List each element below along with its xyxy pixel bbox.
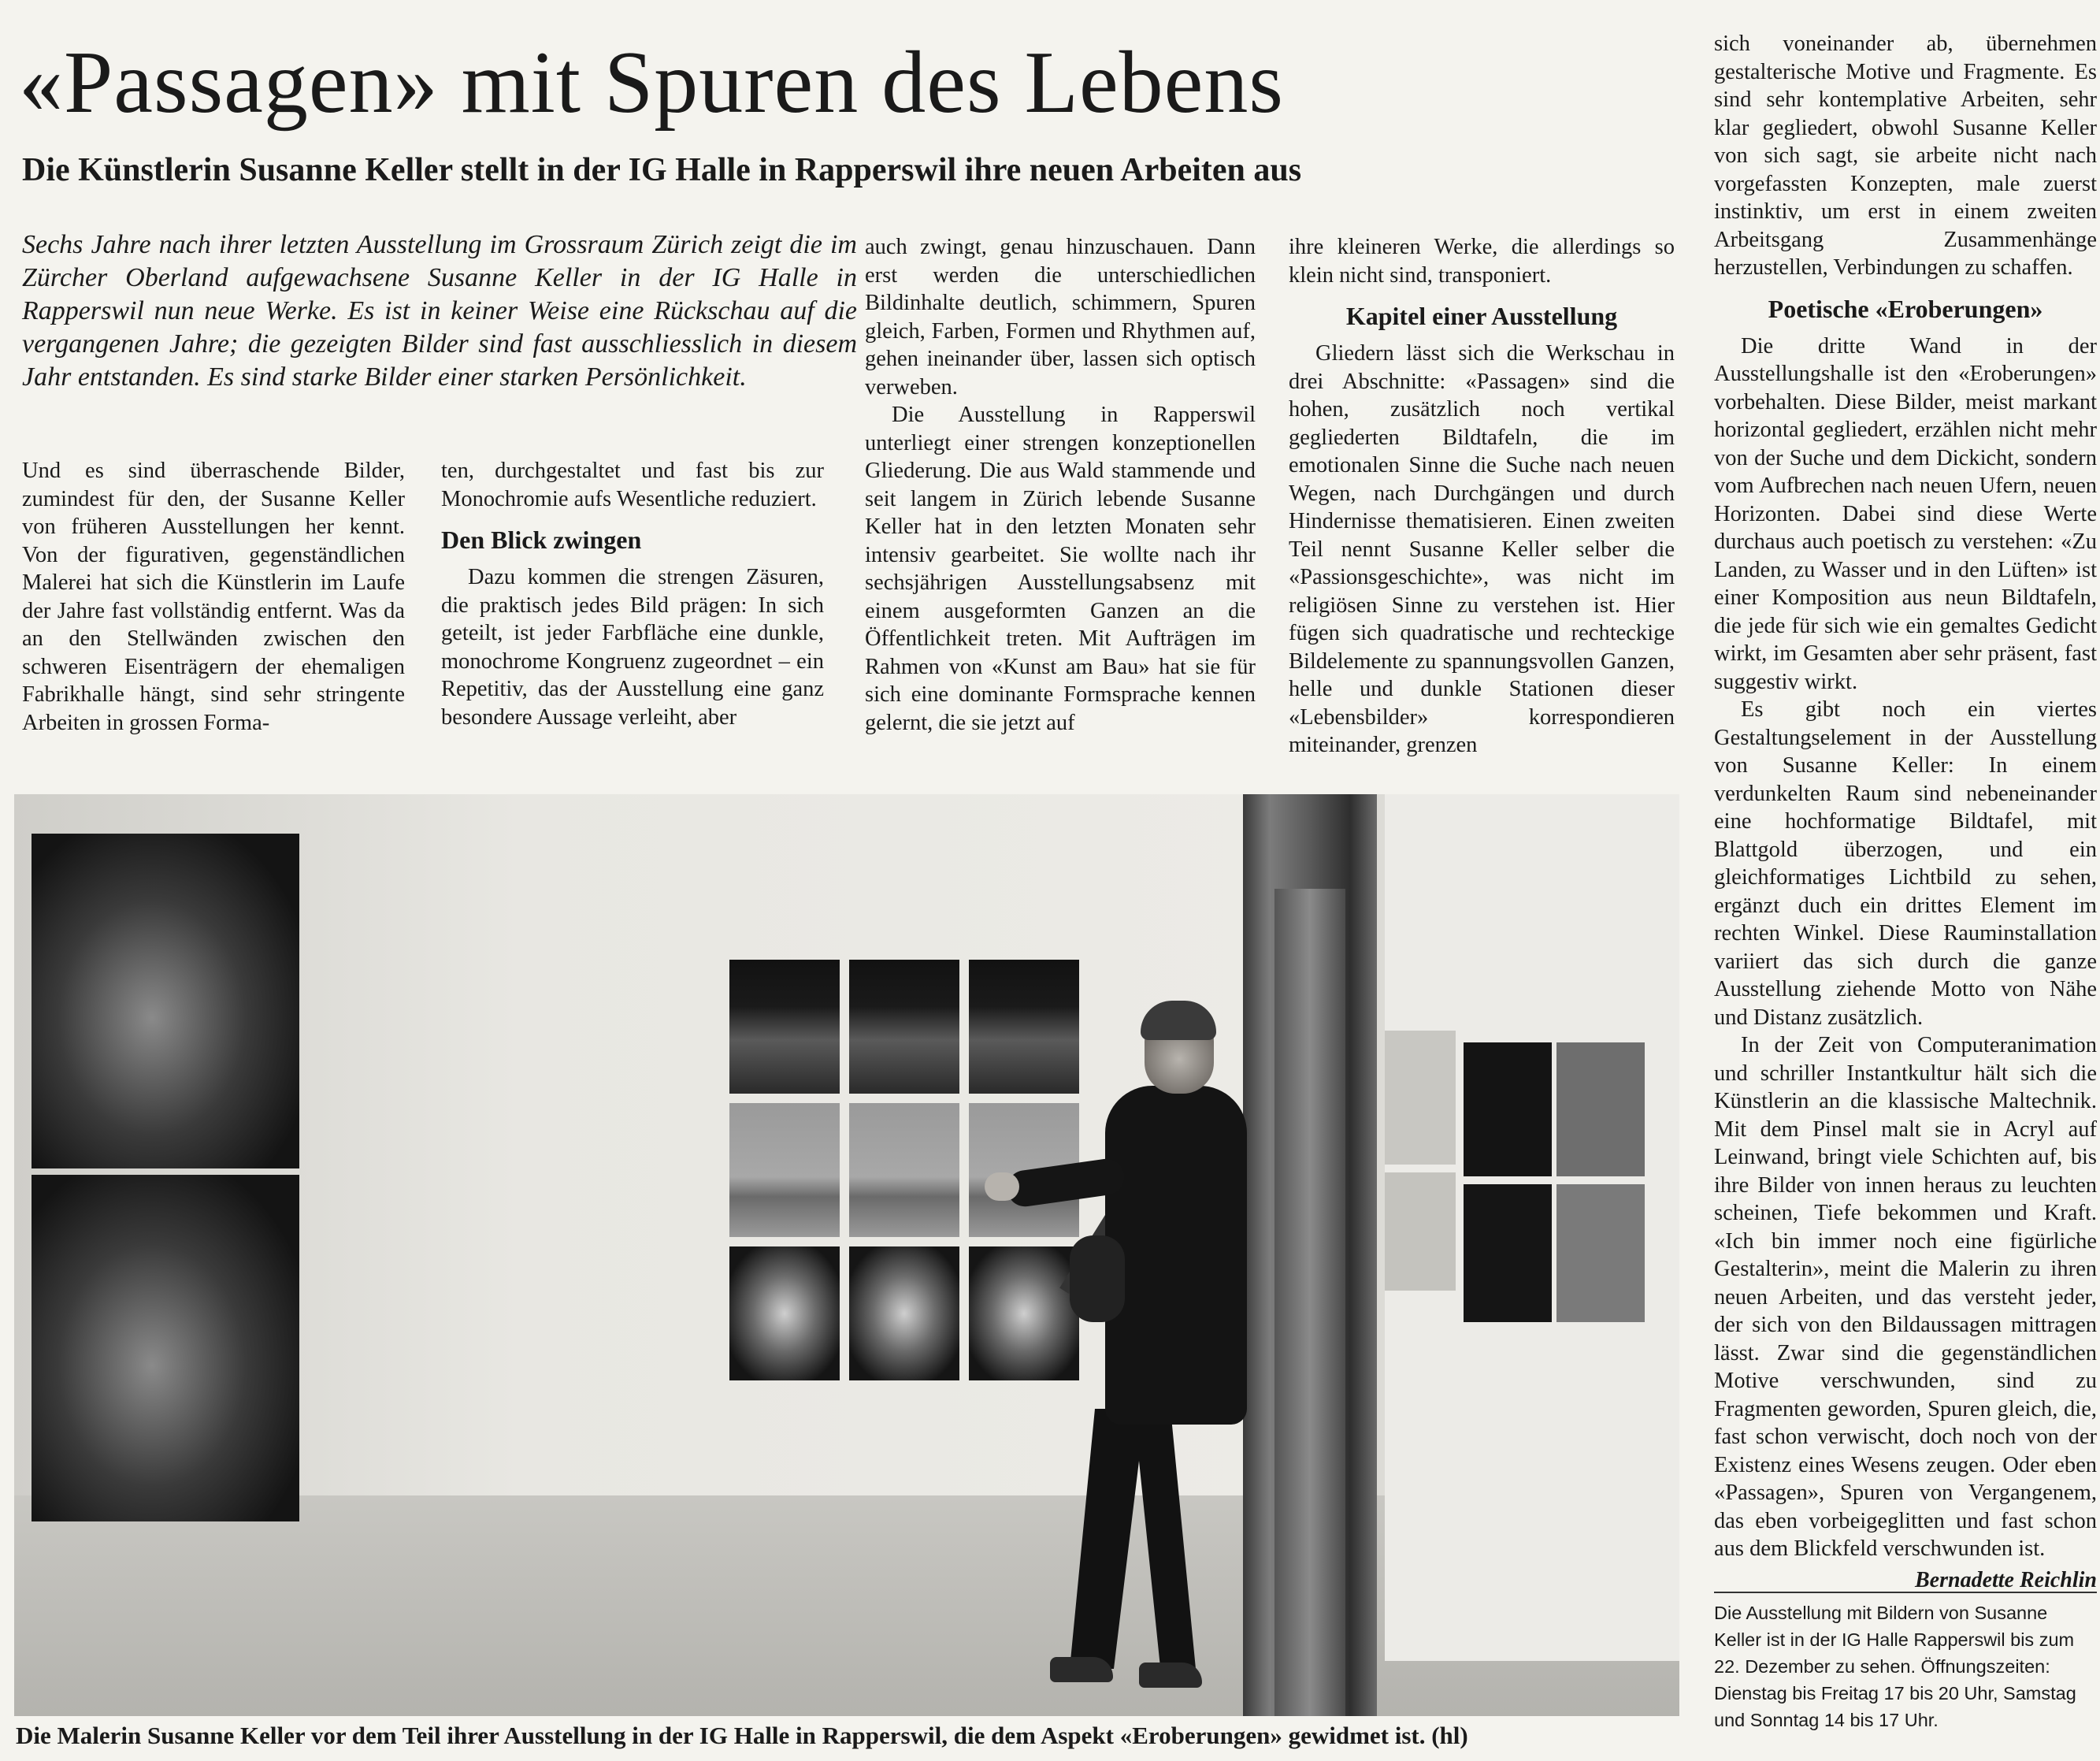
body-paragraph: Gliedern lässt sich die Werkschau in drei Abschnitte: «Passagen» sind die hohen, zusätzlich noch vertikal gegliederten Bildtafeln, die im emotionalen Sinne die Suche nach neuen Wegen, nach Durchgängen und durch Hindernisse thematisieren. Einen zweiten Teil nennt Susanne Keller selber die «Passionsgeschichte», was nicht im religiösen Sinne zu verstehen ist. Hier fügen sich quadratische und rechteckige Bildelemente zu spannungsvollen Ganzen, helle und dunkle Stationen dieser «Lebensbilder» korrespondieren miteinander, grenzen bbox=[1289, 341, 1675, 757]
person-torso bbox=[1105, 1086, 1247, 1425]
painting-right-dark bbox=[1464, 1184, 1552, 1322]
painting-grid-tile bbox=[969, 960, 1079, 1094]
painting-grid-tile bbox=[849, 1246, 959, 1380]
painting-grid-tile bbox=[849, 960, 959, 1094]
section-heading: Poetische «Eroberungen» bbox=[1768, 294, 2043, 323]
painting-grid-tile bbox=[729, 1246, 840, 1380]
author-signature: Bernadette Reichlin bbox=[1915, 1567, 2097, 1592]
body-paragraph: auch zwingt, genau hinzuschauen. Dann erst werden die unterschiedlichen Bildinhalte deutlich, schimmern, Spuren gleich, Farben, Formen und Rhythmen auf, gehen ineinander über, lassen sich optisch verweben. bbox=[865, 235, 1256, 399]
article-column-3 bbox=[865, 233, 1256, 737]
painting-tall-lower bbox=[32, 1175, 299, 1521]
body-paragraph: Die dritte Wand in der Ausstellungshalle ist den «Eroberungen» vorbehalten. Diese Bilder, meist markant horizontal gegliedert, erzählen nicht mehr von der Suche und dem Dickicht, sondern vom Aufbrechen nach neuen Ufern, neuen Horizonten. Dabei sind diese Werte durchaus auch poetisch zu verstehen: «Zu Landen, zu Wasser und in den Lüften» ist einer Komposition aus neun Bildtafeln, die jede für sich wie ein gemaltes Gedicht wirkt, im Gesamten aber sehr präsent, fast suggestiv wirkt. bbox=[1714, 333, 2097, 694]
person-shoe bbox=[1139, 1663, 1202, 1688]
painting-right-dark bbox=[1464, 1042, 1552, 1176]
body-paragraph: Dazu kommen die strengen Zäsuren, die praktisch jedes Bild prägen: In sich geteilt, ist jeder Farbfläche eine dunkle, monochrome Kongruenz zugeordnet – ein Repetitiv, das der Ausstellung eine ganz besondere Aussage verleiht, aber bbox=[441, 565, 824, 730]
person-shoe bbox=[1050, 1657, 1113, 1682]
exhibition-info-box: Die Ausstellung mit Bildern von Susanne Keller ist in der IG Halle Rapperswil bis zum 22. Dezember zu sehen. Öffnungszeiten: Dienstag bis Freitag 17 bis 20 Uhr, Samstag und Sonntag 14 bis 17 Uhr. bbox=[1714, 1592, 2097, 1733]
person-hand bbox=[985, 1172, 1019, 1201]
body-paragraph: In der Zeit von Computeranimation und schriller Instantkultur hält sich die Künstlerin an die klassische Maltechnik. Mit dem Pinsel malt sie in Acryl auf Leinwand, bringt viele Schichten auf, bis ihre Bilder von innen heraus zu leuchten scheinen, Tiefe bekommen und Kraft. «Ich bin immer noch eine figürliche Gestalterin», meint die Malerin zu ihren neuen Arbeiten, und das versteht jeder, der sich von den Bildaussagen mittragen lässt. Zwar sind die gegenständlichen Motive verschwunden, sind zu Fragmenten geworden, Spuren gleich, die, fast schon verwischt, doch noch von der Existenz eines Wesens zeugen. Oder eben «Passagen», Spuren von Vergangenem, das eben vorbeigeglitten und fast schon aus dem Blickfeld verschwunden ist. bbox=[1714, 1033, 2097, 1561]
article-column-1 bbox=[22, 457, 405, 737]
article-column-4 bbox=[1289, 233, 1675, 760]
body-paragraph: Die Ausstellung in Rapperswil unterliegt einer strengen konzeptionellen Gliederung. Die aus Wald stammende und seit langem in Zürich lebende Susanne Keller hat in den letzten Monaten sehr intensiv gearbeitet. Sie wollte nach ihr sechsjährigen Ausstellungsabsenz mit einem ausgeformten Ganzen an die Öffentlichkeit treten. Mit Aufträgen im Rahmen von «Kunst am Bau» hat sie für sich eine dominante Formsprache kennen gelernt, die sie jetzt auf bbox=[865, 403, 1256, 735]
body-paragraph: ten, durchgestaltet und fast bis zur Monochromie aufs Wesentliche reduziert. bbox=[441, 459, 824, 511]
photo-caption: Die Malerin Susanne Keller vor dem Teil ihrer Ausstellung in der IG Halle in Rapperswil, die dem Aspekt «Eroberungen» gewidmet ist. (hl) bbox=[16, 1722, 1468, 1749]
painting-tall-upper bbox=[32, 834, 299, 1168]
painting-right-grey bbox=[1556, 1184, 1645, 1322]
section-heading: Kapitel einer Ausstellung bbox=[1345, 302, 1618, 330]
subheadline: Die Künstlerin Susanne Keller stellt in der IG Halle in Rapperswil ihre neuen Arbeiten aus bbox=[22, 152, 1302, 188]
body-paragraph: Es gibt noch ein viertes Gestaltungselement in der Ausstellung von Susanne Keller: In einem verdunkelten Raum sind nebeneinander eine hochformatige Bildtafel, mit Blattgold überzogen, und ein gleichformatiges Lichtbild zu sehen, ergänzt duch ein drittes Element im rechten Winkel. Diese Rauminstallation variiert das sich durch die ganze Ausstellung ziehende Motto von Nähe und Distanz zusätzlich. bbox=[1714, 697, 2097, 1030]
headline: «Passagen» mit Spuren des Lebens bbox=[19, 34, 1284, 132]
painting-right-grey bbox=[1556, 1042, 1645, 1176]
section-heading: Den Blick zwingen bbox=[441, 526, 642, 554]
body-paragraph: ihre kleineren Werke, die allerdings so klein nicht sind, transponiert. bbox=[1289, 235, 1675, 288]
painting-grid-tile bbox=[729, 1103, 840, 1237]
article-column-5 bbox=[1714, 30, 2097, 1595]
shoulder-bag bbox=[1070, 1235, 1125, 1322]
painting-grid-tile bbox=[969, 1246, 1079, 1380]
body-paragraph: Und es sind überraschende Bilder, zumindest für den, der Susanne Keller von früheren Ausstellungen her kennt. Von der figurativen, gegenständlichen Malerei hat sich die Künstlerin im Laufe der Jahre fast vollständig entfernt. Was da an den Stellwänden zwischen den schweren Eisenträgern der ehemaligen Fabrikhalle hängt, sind sehr stringente Arbeiten in grossen Forma- bbox=[22, 459, 405, 735]
painting-right-small bbox=[1385, 1031, 1456, 1165]
steel-girder-face bbox=[1274, 889, 1345, 1716]
painting-right-small bbox=[1385, 1172, 1456, 1291]
body-paragraph: sich voneinander ab, übernehmen gestalterische Motive und Fragmente. Es sind sehr kontemplative Arbeiten, sehr klar gegliedert, obwohl Susanne Keller von sich sagt, sie arbeite nicht nach vorgefassten Konzepten, male zuerst instinktiv, um erst in einem zweiten Arbeitsgang Zusammenhänge herzustellen, Verbindungen zu schaffen. bbox=[1714, 32, 2097, 280]
painting-grid-tile bbox=[729, 960, 840, 1094]
article-column-2 bbox=[441, 457, 824, 731]
painting-grid-tile bbox=[849, 1103, 959, 1237]
exhibition-photo bbox=[14, 794, 1679, 1716]
lead-paragraph: Sechs Jahre nach ihrer letzten Ausstellung im Grossraum Zürich zeigt die im Zürcher Oberland aufgewachsene Susanne Keller in der IG Halle in Rapperswil nun neue Werke. Es ist in keiner Weise eine Rückschau auf die vergangenen Jahre; die gezeigten Bilder sind fast ausschliesslich in diesem Jahr entstanden. Es sind starke Bilder einer starken Persönlichkeit. bbox=[22, 230, 857, 392]
